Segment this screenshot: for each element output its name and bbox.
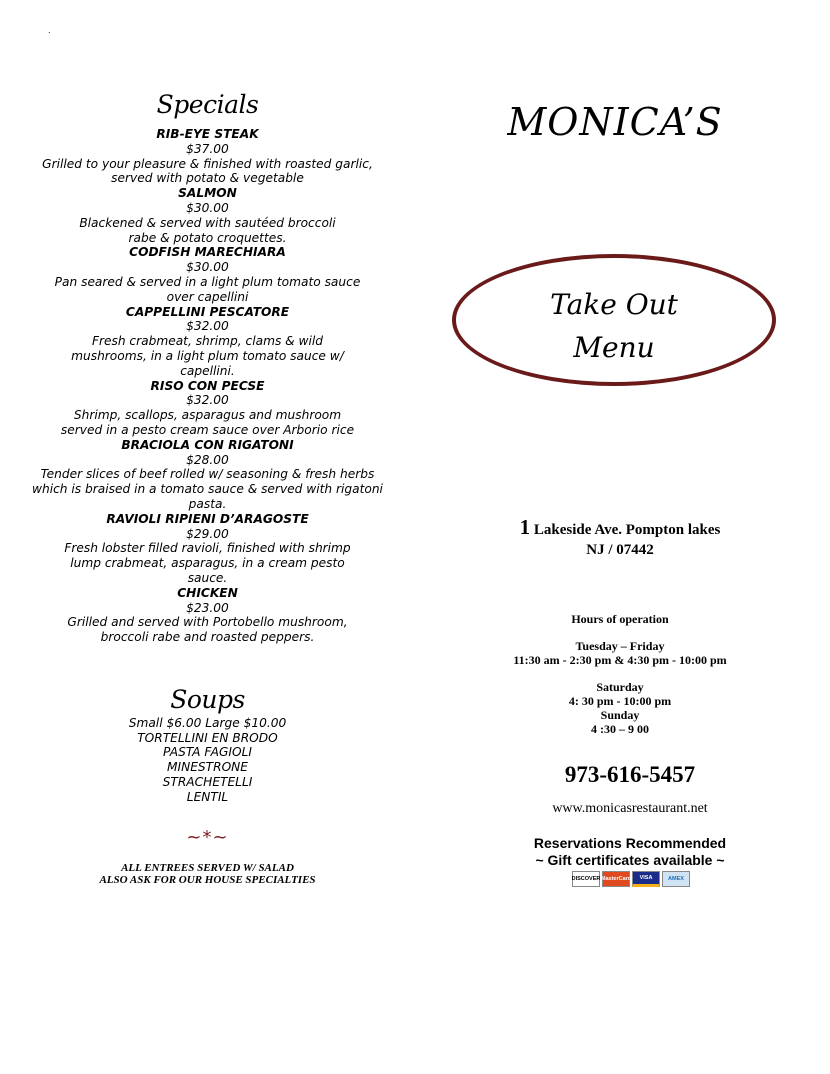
special-item bbox=[40, 512, 375, 586]
gift-certificates-text: ~ Gift certificates available ~ bbox=[535, 852, 725, 868]
special-name: RAVIOLI RIPIENI D’ARAGOSTE bbox=[106, 511, 309, 526]
special-item bbox=[40, 586, 375, 645]
special-description: Shrimp, scallops, asparagus and mushroom served in a pesto cream sauce over Arborio rice bbox=[60, 408, 355, 437]
hours-times: 4 :30 – 9 00 bbox=[591, 722, 649, 736]
oval-line: Take Out bbox=[550, 288, 678, 321]
special-price: $29.00 bbox=[186, 526, 229, 541]
soup-item: PASTA FAGIOLI bbox=[163, 745, 252, 760]
soups-list bbox=[40, 716, 375, 805]
special-name: CAPPELLINI PESCATORE bbox=[125, 304, 290, 319]
special-description: Tender slices of beef rolled w/ seasoning & fresh herbs which is braised in a tomato sauce & served with rigatoni pasta. bbox=[32, 467, 383, 511]
special-description: Pan seared & served in a light plum tomato sauce over capellini bbox=[54, 274, 361, 304]
takeout-menu-title bbox=[452, 283, 776, 369]
hours-of-operation bbox=[440, 612, 800, 736]
address-street: Lakeside Ave. Pompton lakes bbox=[533, 522, 721, 538]
special-item bbox=[40, 305, 375, 379]
soup-item: STRACHETELLI bbox=[162, 775, 253, 790]
payment-cards bbox=[572, 871, 690, 887]
reservations-note bbox=[440, 835, 820, 869]
footer-note bbox=[40, 862, 375, 887]
hours-day-label: Tuesday – Friday bbox=[575, 639, 665, 653]
special-name: CHICKEN bbox=[177, 585, 238, 600]
visa-card-icon: VISA bbox=[632, 871, 660, 887]
special-price: $37.00 bbox=[186, 141, 229, 156]
soup-item: LENTIL bbox=[186, 789, 229, 804]
oval-line: Menu bbox=[573, 331, 655, 364]
soup-prices: Small $6.00 Large $10.00 bbox=[128, 715, 287, 730]
hours-heading: Hours of operation bbox=[571, 612, 669, 626]
reservations-text: Reservations Recommended bbox=[533, 835, 727, 851]
special-item bbox=[40, 379, 375, 438]
left-panel bbox=[32, 90, 383, 887]
special-item bbox=[40, 245, 375, 304]
footer-note-line: ALSO ASK FOR OUR HOUSE SPECIALTIES bbox=[99, 874, 316, 887]
hours-day-label: Sunday bbox=[600, 708, 640, 722]
address-state-zip: NJ / 07442 bbox=[586, 542, 654, 558]
special-item bbox=[40, 127, 375, 186]
phone-number: 973-616-5457 bbox=[564, 762, 696, 787]
hours-times: 4: 30 pm - 10:00 pm bbox=[568, 694, 672, 708]
special-price: $32.00 bbox=[186, 319, 229, 334]
special-price: $30.00 bbox=[186, 200, 229, 215]
hours-times: 11:30 am - 2:30 pm & 4:30 pm - 10:00 pm bbox=[513, 653, 727, 667]
special-price: $28.00 bbox=[186, 452, 229, 467]
website-url: www.monicasrestaurant.net bbox=[552, 801, 708, 816]
footer-note-line: ALL ENTREES SERVED W/ SALAD bbox=[121, 861, 294, 874]
special-name: CODFISH MARECHIARA bbox=[129, 245, 286, 260]
special-description: Blackened & served with sautéed broccoli rabe & potato croquettes. bbox=[79, 215, 336, 245]
special-item bbox=[40, 186, 375, 245]
special-name: BRACIOLA CON RIGATONI bbox=[121, 437, 294, 452]
special-description: Grilled and served with Portobello mushroom, broccoli rabe and roasted peppers. bbox=[67, 615, 348, 645]
corner-mark: . bbox=[48, 26, 51, 35]
soup-item: MINESTRONE bbox=[167, 760, 248, 775]
discover-card-icon: DISCOVER bbox=[572, 871, 600, 887]
soups-title: Soups bbox=[170, 684, 245, 714]
special-description: Fresh crabmeat, shrimp, clams & wild mushrooms, in a light plum tomato sauce w/ capellini. bbox=[71, 334, 344, 378]
special-price: $23.00 bbox=[186, 600, 229, 615]
flourish-divider: ~*~ bbox=[186, 826, 229, 848]
special-item bbox=[32, 437, 383, 512]
special-price: $30.00 bbox=[186, 260, 229, 275]
special-price: $32.00 bbox=[186, 393, 229, 408]
restaurant-name: MONICA’S bbox=[507, 100, 723, 144]
soup-item: TORTELLINI EN BRODO bbox=[137, 730, 278, 745]
mastercard-icon: MasterCard bbox=[602, 871, 630, 887]
special-name: SALMON bbox=[178, 186, 237, 201]
address bbox=[440, 517, 800, 560]
amex-card-icon: AMEX bbox=[662, 871, 690, 887]
specials-title: Specials bbox=[156, 90, 259, 119]
hours-day-label: Saturday bbox=[596, 680, 644, 694]
address-number: 1 bbox=[519, 515, 531, 539]
special-name: RISO CON PECSE bbox=[150, 378, 265, 393]
special-name: RIB-EYE STEAK bbox=[156, 127, 259, 141]
special-description: Fresh lobster filled ravioli, finished with shrimp lump crabmeat, asparagus, in a cream pesto sauce. bbox=[64, 541, 351, 585]
special-description: Grilled to your pleasure & finished with roasted garlic, served with potato & vegetable bbox=[42, 156, 373, 186]
